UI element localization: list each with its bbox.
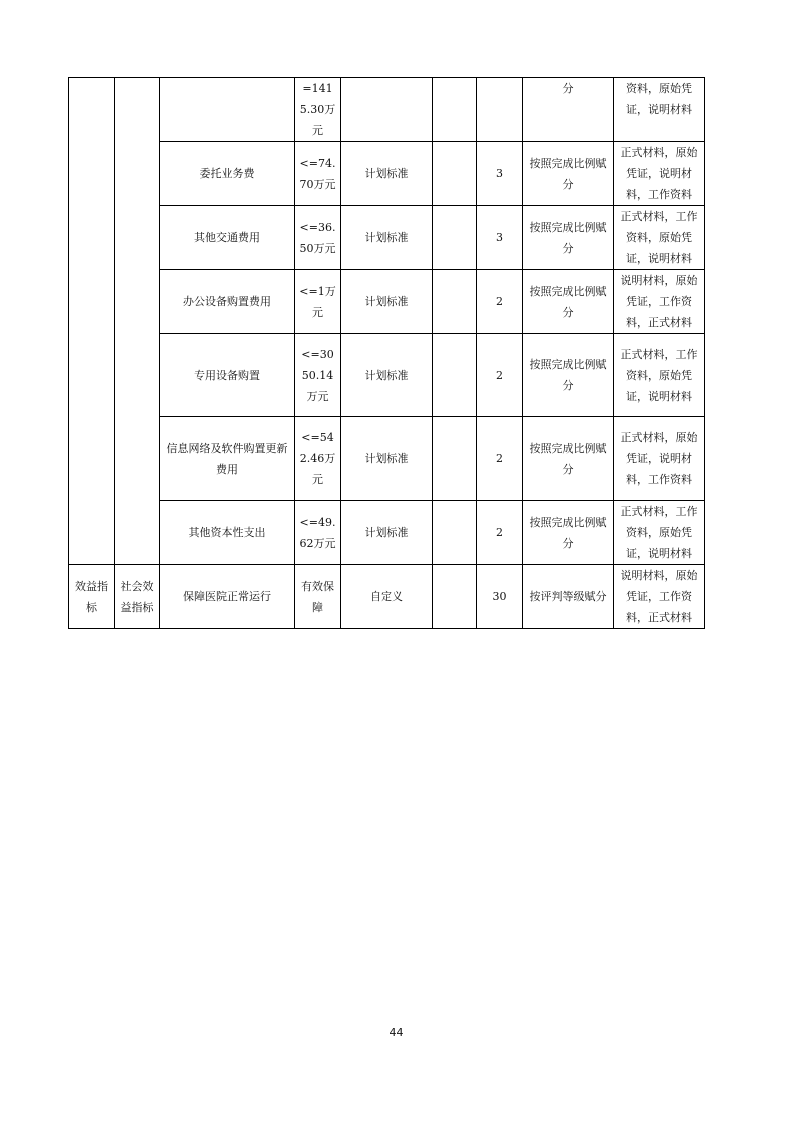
level1-cell	[69, 78, 115, 565]
indicator-standard: 计划标准	[341, 334, 433, 417]
indicator-score: 2	[477, 501, 523, 565]
indicator-standard: 计划标准	[341, 270, 433, 334]
indicator-name: 信息网络及软件购置更新费用	[160, 417, 295, 501]
scoring-method: 按照完成比例赋分	[523, 270, 614, 334]
indicator-value: =1415.30万元	[295, 78, 341, 142]
indicator-standard: 自定义	[341, 565, 433, 629]
table-row	[69, 501, 705, 565]
scoring-method: 按照完成比例赋分	[523, 206, 614, 270]
indicator-value: <=49.62万元	[295, 501, 341, 565]
indicator-score: 30	[477, 565, 523, 629]
indicator-standard: 计划标准	[341, 206, 433, 270]
indicator-value: <=3050.14万元	[295, 334, 341, 417]
indicator-weight	[433, 206, 477, 270]
indicator-score: 3	[477, 142, 523, 206]
table-row	[69, 78, 705, 142]
indicator-weight	[433, 78, 477, 142]
indicator-standard	[341, 78, 433, 142]
level2-indicator: 社会效益指标	[115, 565, 160, 629]
indicator-name: 专用设备购置	[160, 334, 295, 417]
evidence-materials: 说明材料，原始凭证，工作资料，正式材料	[614, 565, 705, 629]
scoring-method: 按照完成比例赋分	[523, 417, 614, 501]
indicator-score: 2	[477, 334, 523, 417]
indicator-name: 委托业务费	[160, 142, 295, 206]
indicator-weight	[433, 334, 477, 417]
indicator-name: 其他交通费用	[160, 206, 295, 270]
evidence-materials: 正式材料，原始凭证，说明材料，工作资料	[614, 142, 705, 206]
indicator-standard: 计划标准	[341, 142, 433, 206]
indicator-value: <=542.46万元	[295, 417, 341, 501]
scoring-method: 按评判等级赋分	[523, 565, 614, 629]
evidence-materials: 正式材料，工作资料，原始凭证，说明材料	[614, 501, 705, 565]
indicator-value: <=74.70万元	[295, 142, 341, 206]
level2-cell	[115, 78, 160, 565]
indicator-weight	[433, 501, 477, 565]
evidence-materials: 正式材料，工作资料，原始凭证，说明材料	[614, 334, 705, 417]
table-row	[69, 270, 705, 334]
indicator-score	[477, 78, 523, 142]
scoring-method: 按照完成比例赋分	[523, 142, 614, 206]
evidence-materials: 正式材料，原始凭证，说明材料，工作资料	[614, 417, 705, 501]
evidence-materials: 正式材料，工作资料，原始凭证，说明材料	[614, 206, 705, 270]
indicator-name	[160, 78, 295, 142]
scoring-method: 按照完成比例赋分	[523, 334, 614, 417]
indicator-name: 保障医院正常运行	[160, 565, 295, 629]
indicator-weight	[433, 417, 477, 501]
level1-indicator: 效益指标	[69, 565, 115, 629]
evidence-materials: 资料，原始凭证，说明材料	[614, 78, 705, 142]
indicator-value: <=1万元	[295, 270, 341, 334]
indicator-value: 有效保障	[295, 565, 341, 629]
indicator-standard: 计划标准	[341, 501, 433, 565]
indicator-name: 其他资本性支出	[160, 501, 295, 565]
performance-indicator-table	[68, 77, 705, 629]
indicator-weight	[433, 142, 477, 206]
table-row	[69, 142, 705, 206]
benefit-row	[69, 565, 705, 629]
indicator-weight	[433, 270, 477, 334]
scoring-method: 按照完成比例赋分	[523, 501, 614, 565]
indicator-score: 2	[477, 270, 523, 334]
table-row	[69, 206, 705, 270]
scoring-method: 分	[523, 78, 614, 142]
indicator-score: 2	[477, 417, 523, 501]
table-row	[69, 417, 705, 501]
indicator-value: <=36.50万元	[295, 206, 341, 270]
evidence-materials: 说明材料，原始凭证，工作资料，正式材料	[614, 270, 705, 334]
indicator-weight	[433, 565, 477, 629]
indicator-name: 办公设备购置费用	[160, 270, 295, 334]
page-number: 44	[389, 1026, 404, 1039]
indicator-standard: 计划标准	[341, 417, 433, 501]
table-row	[69, 334, 705, 417]
indicator-score: 3	[477, 206, 523, 270]
